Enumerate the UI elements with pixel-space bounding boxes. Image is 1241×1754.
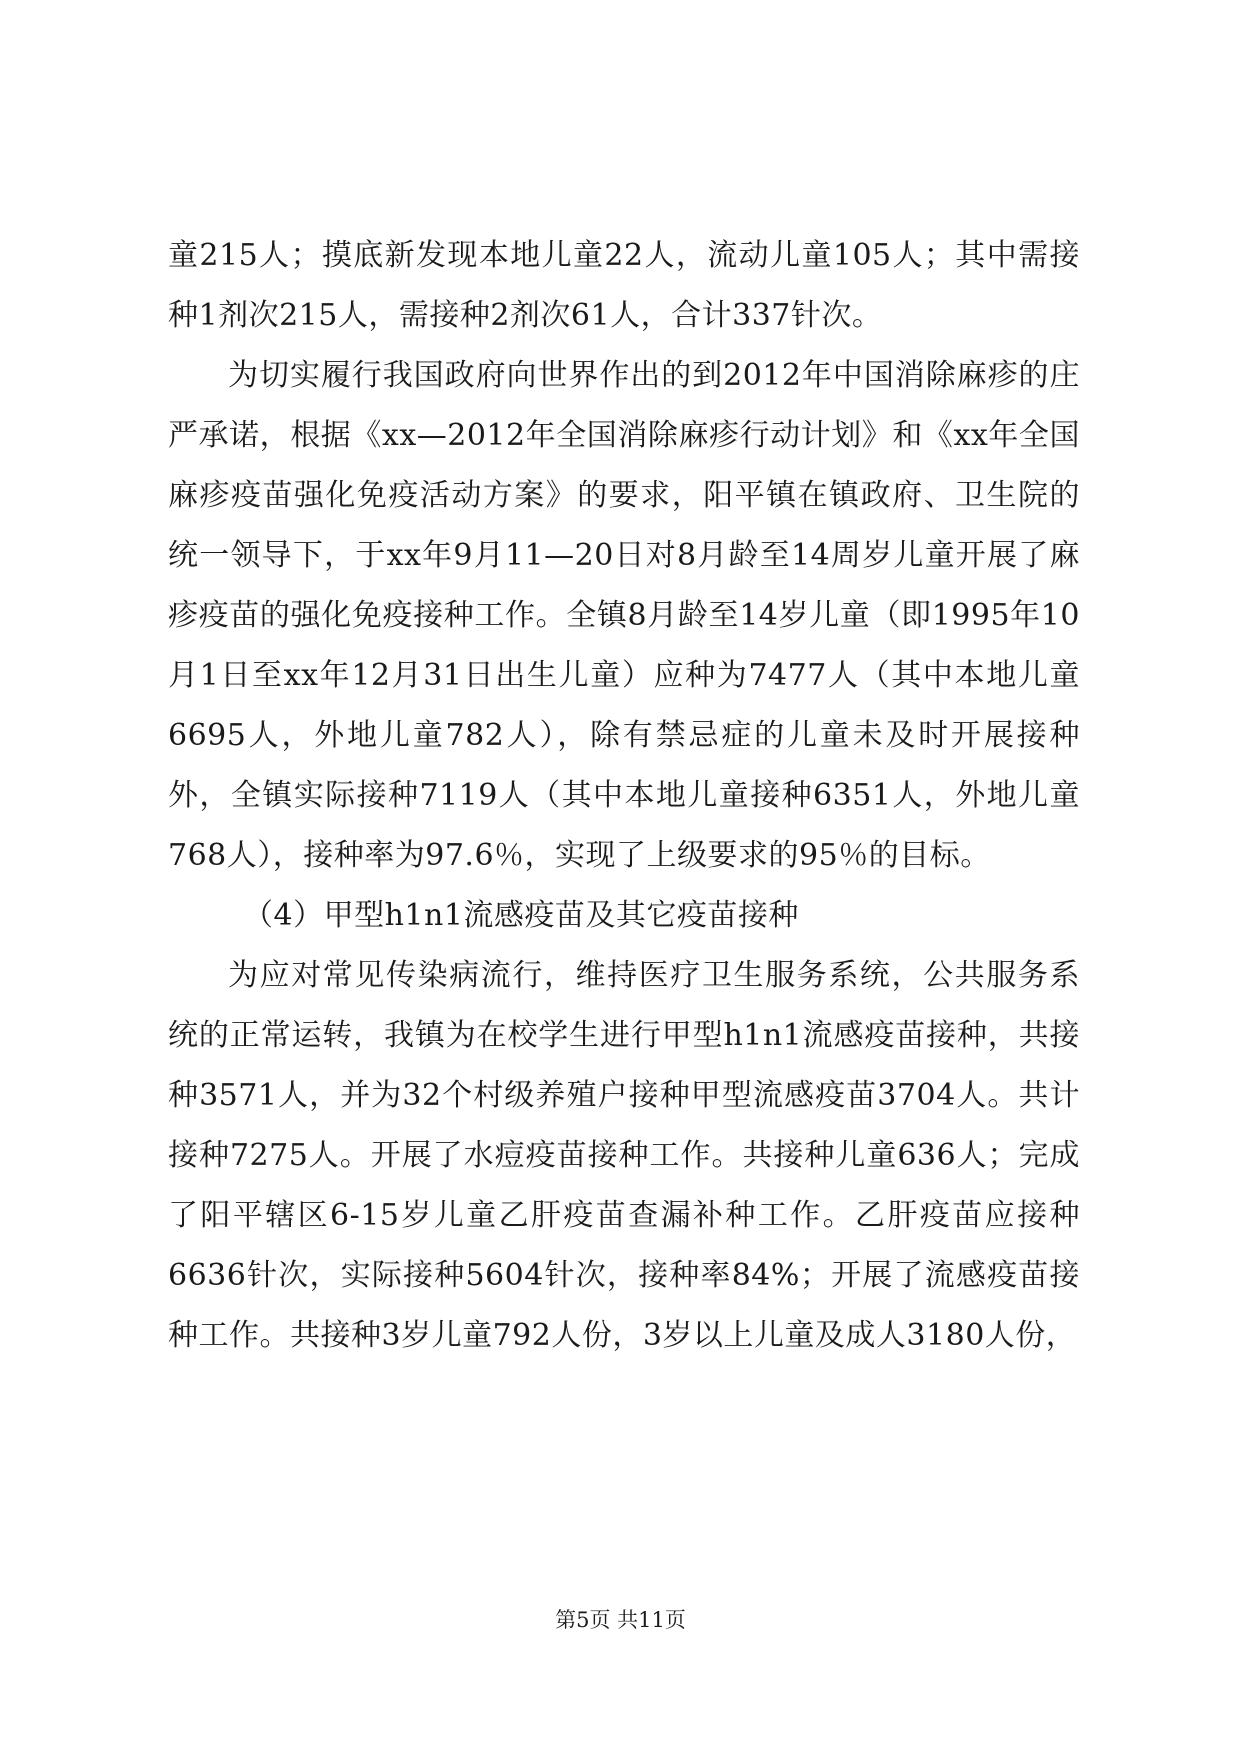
page-footer: 第5页 共11页 (555, 1608, 686, 1632)
section-heading-h1n1: （4）甲型h1n1流感疫苗及其它疫苗接种 (243, 898, 799, 933)
paragraph-h1n1-vaccination: 为应对常见传染病流行，维持医疗卫生服务系统，公共服务系统的正常运转，我镇为在校学生进行甲型h1n1流感疫苗接种，共接种3571人，并为32个村级养殖户接种甲型流感疫苗3704人。共计接种7275人。开展了水痘疫苗接种工作。共接种儿童636人；完成了阳平辖区6-15岁儿童乙肝疫苗查漏补种工作。乙肝疫苗应接种6636针次，实际接种5604针次，接种率84%；开展了流感疫苗接种工作。共接种3岁儿童792人份，3岁以上儿童及成人3180人份， (168, 958, 1080, 1353)
paragraph-continuation: 童215人；摸底新发现本地儿童22人，流动儿童105人；其中需接种1剂次215人，需接种2剂次61人，合计337针次。 (168, 238, 1080, 333)
paragraph-measles-campaign: 为切实履行我国政府向世界作出的到2012年中国消除麻疹的庄严承诺，根据《xx—2012年全国消除麻疹行动计划》和《xx年全国麻疹疫苗强化免疫活动方案》的要求，阳平镇在镇政府、卫生院的统一领导下，于xx年9月11—20日对8月龄至14周岁儿童开展了麻疹疫苗的强化免疫接种工作。全镇8月龄至14岁儿童（即1995年10月1日至xx年12月31日出生儿童）应种为7477人（其中本地儿童6695人，外地儿童782人），除有禁忌症的儿童未及时开展接种外，全镇实际接种7119人（其中本地儿童接种6351人，外地儿童768人），接种率为97.6％，实现了上级要求的95％的目标。 (168, 358, 1080, 873)
document-body (168, 226, 1080, 1366)
